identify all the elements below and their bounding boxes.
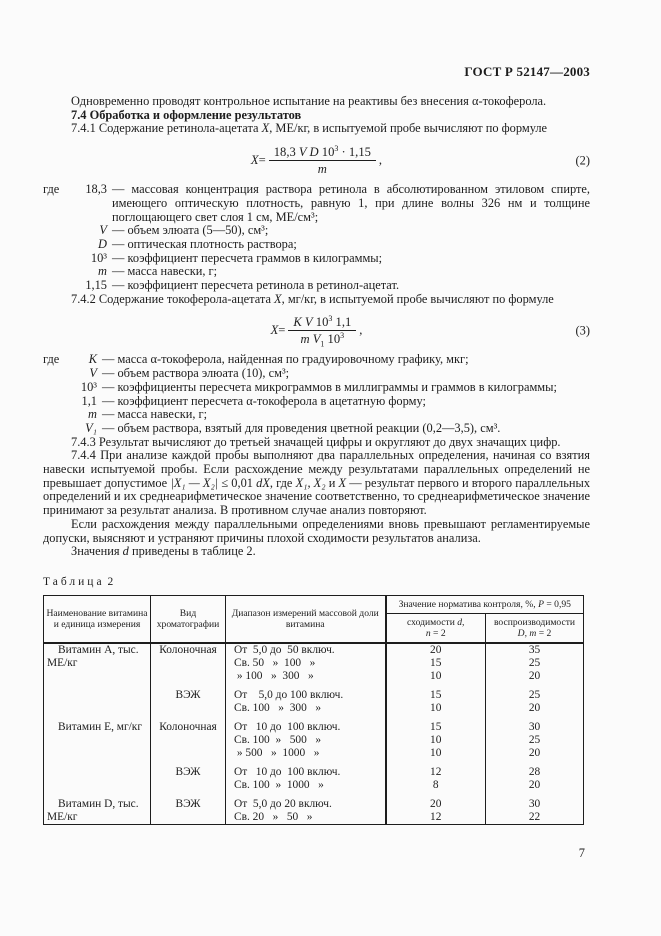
paragraph-742-text-2: , мг/кг, в испытуемой пробе вычисляют по формуле	[281, 291, 554, 306]
cell-repeatability: 12	[386, 811, 486, 825]
cell-range: Св. 20 » 50 »	[226, 811, 386, 825]
formula-2-number: (2)	[575, 153, 590, 168]
definition-item	[43, 238, 590, 252]
cell-range: Св. 100 » 500 »	[226, 734, 386, 747]
cell-range: Св. 100 » 300 »	[226, 702, 386, 715]
header-reproducibility: воспроизводимости D, m = 2	[486, 613, 584, 643]
definition-item	[43, 395, 590, 409]
paragraph-intro: Одновременно проводят контрольное испытание на реактивы без внесения α-токоферола.	[71, 94, 547, 108]
cell-vitamin	[44, 779, 151, 792]
cell-method	[151, 779, 226, 792]
paragraph-744-text-2: , где	[269, 475, 296, 490]
formula-2-variables: V D	[298, 145, 319, 160]
paragraph-743: 7.4.3 Результат вычисляют до третьей значащей цифры и округляют до двух значащих цифр.	[71, 434, 561, 449]
definition-item	[43, 224, 590, 238]
definition-text: — масса навески, г;	[102, 407, 208, 422]
definition-term: 18,3	[85, 182, 107, 197]
formula-3-den-variables: m V	[300, 332, 321, 347]
table-2-label-number: 2	[107, 575, 114, 588]
cell-range: » 100 » 300 »	[226, 670, 386, 683]
formula-3-den-subscript: 1	[320, 339, 325, 349]
paragraph-742-text: 7.4.2 Содержание токоферола-ацетата	[71, 291, 275, 306]
formula-3-base: 10	[312, 315, 329, 330]
definition-lead: где	[43, 352, 60, 367]
cell-reproducibility: 25	[486, 689, 584, 702]
definition-item	[43, 367, 590, 381]
formula-2-numerator	[269, 145, 376, 161]
cell-method: ВЭЖ	[151, 766, 226, 779]
table-row	[44, 766, 584, 779]
formula-3-definitions	[43, 353, 590, 435]
table-row	[44, 811, 584, 825]
cell-method	[151, 811, 226, 825]
header-control-norm-group: Значение норматива контроля, %, P = 0,95	[386, 595, 584, 613]
definition-term: 10³	[90, 250, 107, 265]
cell-reproducibility: 35	[486, 643, 584, 657]
paragraph-741-text-2: , МЕ/кг, в испытуемой пробе вычисляют по формуле	[269, 121, 548, 136]
definition-item	[43, 279, 590, 293]
variable-x: X	[338, 475, 347, 490]
inline-formula-dx: dX	[256, 475, 270, 490]
cell-repeatability: 10	[386, 747, 486, 760]
paragraph-741	[43, 122, 590, 136]
cell-repeatability: 20	[386, 643, 486, 657]
page-number: 7	[578, 846, 585, 860]
definition-term: D	[98, 236, 107, 251]
definition-term: 1,1	[81, 393, 97, 408]
paragraph-values-text-2: приведены в таблице 2.	[128, 544, 256, 559]
cell-range: От 10 до 100 включ.	[226, 721, 386, 734]
definition-item	[43, 353, 590, 367]
cell-vitamin: Витамин D, тыс.	[44, 798, 151, 811]
table-2-label	[43, 576, 590, 588]
cell-reproducibility: 20	[486, 702, 584, 715]
cell-range: Св. 100 » 1000 »	[226, 779, 386, 792]
inline-formula-tolerance: |X₁ — X₂|	[170, 475, 219, 490]
paragraph-values	[43, 545, 590, 559]
variables-x1-x2: X₁, X₂	[295, 475, 326, 490]
cell-range: От 5,0 до 100 включ.	[226, 689, 386, 702]
paragraph-values-text: Значения	[71, 544, 123, 559]
paragraph-744-text-3: — результат первого и второго параллельных определений и их среднеарифметическое значение соответственно, то среднеарифметическое значение принимают за результат анализа. В противном случае анализ повторяют.	[43, 475, 591, 518]
cell-method: ВЭЖ	[151, 798, 226, 811]
cell-reproducibility: 20	[486, 670, 584, 683]
formula-2-fraction	[269, 145, 376, 176]
cell-method	[151, 657, 226, 670]
inline-formula-relation: ≤ 0,01	[218, 475, 257, 490]
cell-reproducibility: 20	[486, 779, 584, 792]
definition-text: — коэффициент пересчета α-токоферола в ацетатную форму;	[102, 393, 426, 408]
definition-item	[43, 381, 590, 395]
cell-reproducibility: 25	[486, 734, 584, 747]
cell-method: Колоночная	[151, 721, 226, 734]
paragraph-744	[43, 449, 590, 518]
variable-x: X	[261, 121, 270, 136]
cell-range: Св. 50 » 100 »	[226, 657, 386, 670]
definition-text: — масса навески, г;	[112, 264, 218, 279]
formula-3	[43, 314, 590, 349]
definition-text: — объем элюата (5—50), см³;	[112, 223, 269, 238]
formula-2-lhs: X	[250, 153, 259, 168]
definition-term: K	[88, 352, 97, 367]
definition-text: — оптическая плотность раствора;	[112, 236, 297, 251]
table-row	[44, 670, 584, 683]
cell-vitamin	[44, 689, 151, 702]
formula-2-base: 10	[318, 145, 335, 160]
header-repeatability: сходимости d, n = 2	[386, 613, 486, 643]
formula-3-den-base: 10	[324, 332, 341, 347]
table-2-body	[44, 643, 584, 825]
definition-term: 1,15	[85, 278, 107, 293]
variable-d: d	[122, 544, 129, 559]
table-2	[43, 595, 584, 825]
cell-range: » 500 » 1000 »	[226, 747, 386, 760]
cell-repeatability: 8	[386, 779, 486, 792]
definition-item	[43, 265, 590, 279]
cell-repeatability: 15	[386, 657, 486, 670]
formula-3-exponent: 3	[328, 314, 333, 324]
definition-term: m	[88, 407, 97, 422]
formula-2-coeff: 18,3	[273, 145, 299, 160]
cell-method: Колоночная	[151, 643, 226, 657]
formula-3-comma: ,	[359, 323, 363, 338]
cell-reproducibility: 25	[486, 657, 584, 670]
table-row	[44, 643, 584, 657]
cell-repeatability: 12	[386, 766, 486, 779]
paragraph-repeat: Если расхождения между параллельными определениями вновь превышают регламентируемые допуски, выясняют и устраняют причины плохой сходимости результатов анализа.	[43, 516, 590, 545]
table-row	[44, 721, 584, 734]
cell-method	[151, 702, 226, 715]
table-row	[44, 689, 584, 702]
formula-2-exponent: 3	[334, 143, 339, 153]
paragraph-744-text: 7.4.4 При анализе каждой пробы выполняют два параллельных определения, начиная со взятия навески испытуемой пробы. Если расхождение между результатами параллельных определений не превышает допустимое	[43, 448, 590, 490]
cell-range: От 5,0 до 20 включ.	[226, 798, 386, 811]
cell-repeatability: 20	[386, 798, 486, 811]
formula-2-factor: · 1,15	[338, 145, 371, 160]
table-2-label-word: Таблица	[43, 575, 105, 588]
formula-3-lhs: X	[270, 323, 279, 338]
formula-2-den-variable: m	[317, 162, 327, 177]
definition-item	[43, 408, 590, 422]
cell-reproducibility: 22	[486, 811, 584, 825]
cell-reproducibility: 20	[486, 747, 584, 760]
definition-item	[43, 422, 590, 436]
definition-term: V	[99, 223, 107, 238]
cell-vitamin	[44, 734, 151, 747]
formula-3-equals: =	[278, 323, 286, 338]
table-row	[44, 779, 584, 792]
table-row	[44, 734, 584, 747]
definition-text: — объем раствора элюата (10), см³;	[102, 366, 290, 381]
definition-text: — коэффициенты пересчета микрограммов в миллиграммы и граммов в килограммы;	[102, 379, 557, 394]
cell-vitamin: Витамин Е, мг/кг	[44, 721, 151, 734]
cell-repeatability: 15	[386, 689, 486, 702]
paragraph-744-and: и	[325, 475, 339, 490]
definition-term: m	[98, 264, 107, 279]
formula-3-denominator	[288, 331, 356, 349]
definition-text: — коэффициент пересчета ретинола в ретинол-ацетат.	[112, 278, 400, 293]
header-vitamin-name: Наименование витамина и единица измерения	[44, 595, 151, 643]
cell-reproducibility: 30	[486, 798, 584, 811]
definition-text: — коэффициент пересчета граммов в килограммы;	[112, 250, 383, 265]
definition-lead: где	[43, 182, 60, 197]
document-number: ГОСТ Р 52147—2003	[464, 64, 590, 79]
cell-vitamin: МЕ/кг	[44, 657, 151, 670]
header-chromatography-type: Вид хроматографии	[151, 595, 226, 643]
cell-range: От 5,0 до 50 включ.	[226, 643, 386, 657]
formula-3-fraction	[288, 314, 356, 349]
formula-3-number: (3)	[575, 323, 590, 338]
definition-item	[43, 252, 590, 266]
paragraph-742	[43, 293, 590, 307]
cell-vitamin: МЕ/кг	[44, 811, 151, 825]
cell-repeatability: 10	[386, 734, 486, 747]
cell-repeatability: 15	[386, 721, 486, 734]
formula-3-factor: 1,1	[332, 315, 352, 330]
paragraph-741-text: 7.4.1 Содержание ретинола-ацетата	[71, 121, 262, 136]
section-74-title: 7.4 Обработка и оформление результатов	[71, 107, 302, 122]
definition-text: — масса α-токоферола, найденная по градуировочному графику, мкг;	[102, 352, 469, 367]
cell-method	[151, 734, 226, 747]
definition-term: 10³	[80, 379, 97, 394]
cell-repeatability: 10	[386, 702, 486, 715]
cell-vitamin	[44, 766, 151, 779]
formula-2	[43, 145, 590, 176]
cell-vitamin	[44, 702, 151, 715]
definition-term: V₁	[85, 420, 97, 435]
definition-item	[43, 183, 590, 224]
cell-reproducibility: 30	[486, 721, 584, 734]
cell-method	[151, 747, 226, 760]
variable-x: X	[274, 291, 282, 306]
cell-vitamin	[44, 670, 151, 683]
table-row	[44, 747, 584, 760]
cell-vitamin: Витамин А, тыс.	[44, 643, 151, 657]
cell-method	[151, 670, 226, 683]
cell-vitamin	[44, 747, 151, 760]
table-row	[44, 657, 584, 670]
definition-text: — массовая концентрация раствора ретинола в абсолютированном этиловом спирте, имеющего оптическую плотность, равную 1, при длине волны 326 нм и толщине поглощающего свет слоя 1 см, МЕ/см³;	[112, 182, 590, 224]
cell-repeatability: 10	[386, 670, 486, 683]
cell-method: ВЭЖ	[151, 689, 226, 702]
header-measurement-range: Диапазон измерений массовой доли витамина	[226, 595, 386, 643]
definition-text: — объем раствора, взятый для проведения цветной реакции (0,2—3,5), см³.	[102, 420, 501, 435]
cell-range: От 10 до 100 включ.	[226, 766, 386, 779]
definition-term: V	[89, 366, 97, 381]
formula-2-denominator	[269, 161, 376, 176]
formula-3-den-exponent: 3	[340, 331, 345, 341]
formula-2-definitions	[43, 183, 590, 293]
table-row	[44, 798, 584, 811]
table-2-header	[44, 595, 584, 643]
formula-3-numerator	[288, 315, 356, 331]
table-row	[44, 702, 584, 715]
cell-reproducibility: 28	[486, 766, 584, 779]
formula-2-equals: =	[258, 153, 266, 168]
formula-2-comma: ,	[378, 153, 383, 168]
formula-3-variables: K V	[293, 315, 313, 330]
